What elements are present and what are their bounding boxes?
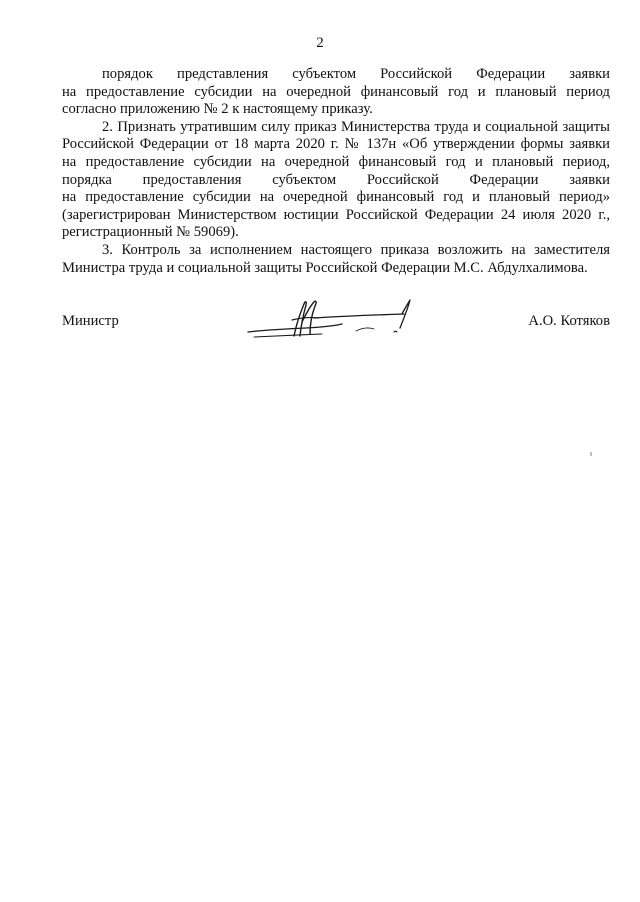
document-body [62, 66, 610, 277]
text-line: согласно приложению № 2 к настоящему приказу. [62, 101, 373, 118]
scan-artifact [590, 452, 592, 456]
text-line: на предоставление субсидии на очередной финансовый год и плановый период, [62, 153, 610, 170]
paragraph-2-start: 2. Признать утратившим силу приказ Министерства труда и социальной защиты [102, 118, 610, 135]
text-line: порядок представления субъектом Российской Федерации заявки [102, 66, 610, 82]
text-line: регистрационный № 59069). [62, 224, 239, 241]
text-line: на предоставление субсидии на очередной финансовый год и плановый период [62, 83, 610, 100]
paragraph-3-start: 3. Контроль за исполнением настоящего приказа возложить на заместителя [102, 241, 610, 258]
signatory-position: Министр [62, 313, 119, 329]
text-line: Российской Федерации от 18 марта 2020 г. № 137н «Об утверждении формы заявки [62, 136, 610, 153]
text-line: Министра труда и социальной защиты Российской Федерации М.С. Абдулхалимова. [62, 259, 588, 276]
signatory-name: А.О. Котяков [528, 313, 610, 329]
text-line: порядка предоставления субъектом Российской Федерации заявки [62, 171, 610, 188]
page-number: 2 [316, 35, 324, 51]
handwritten-signature [244, 296, 434, 346]
signature-block [62, 312, 610, 352]
text-line: на предоставление субсидии на очередной финансовый год и плановый период» [62, 189, 610, 206]
text-line: (зарегистрирован Министерством юстиции Российской Федерации 24 июля 2020 г., [62, 206, 610, 223]
